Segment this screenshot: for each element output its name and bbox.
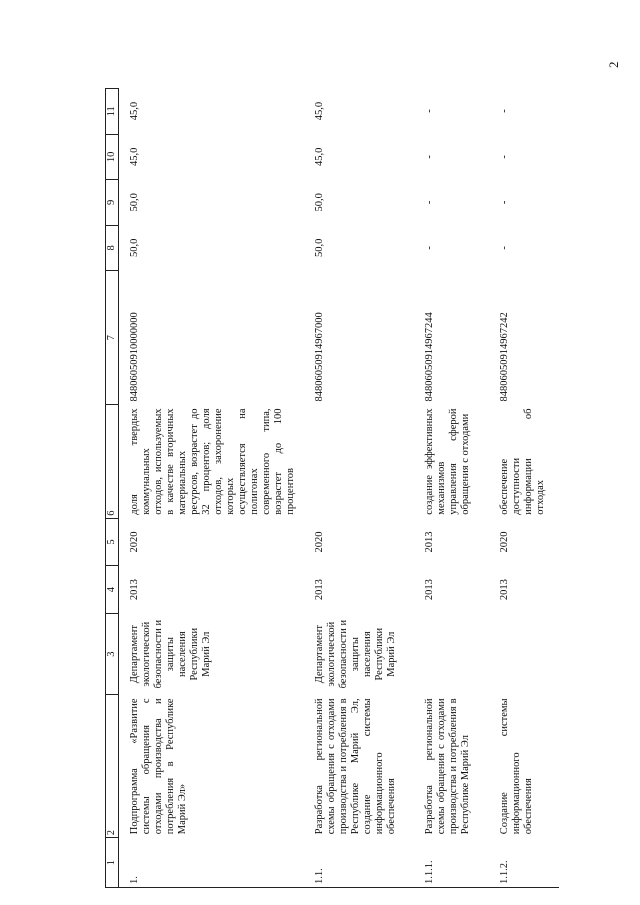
value-col-11: - — [498, 109, 510, 113]
rotated-page — [105, 88, 635, 888]
expected-result — [304, 405, 414, 518]
col-header-3: 3 — [106, 613, 119, 694]
start-year: 2013 — [129, 579, 140, 601]
measure-name: Создание системы информационного обеспечения — [498, 698, 534, 835]
start-year: 2013 — [423, 579, 435, 601]
executor — [489, 613, 559, 694]
table-row — [119, 89, 304, 888]
program-table — [105, 88, 559, 888]
budget-code: 84806050914967244 — [423, 312, 435, 402]
budget-code: 84806050914967000 — [313, 312, 325, 402]
value-col-9: - — [423, 200, 435, 205]
value-col-10: 45,0 — [313, 147, 325, 167]
table-row — [489, 89, 559, 888]
end-year: 2020 — [129, 531, 140, 553]
start-year: 2013 — [313, 579, 325, 601]
col-header-4: 4 — [106, 566, 119, 614]
row-number: 1. — [119, 838, 304, 888]
executor: Департамент экологической безопасности и защиты населения Республики Марий Эл — [313, 619, 397, 689]
executor — [414, 613, 489, 694]
col-header-11: 11 — [106, 89, 119, 135]
value-col-10: 45,0 — [129, 147, 140, 167]
expected-result: создание эффективных механизмов управления сферой обращения с отходами — [423, 408, 471, 515]
col-header-1: 1 — [106, 838, 119, 888]
expected-result: обеспечение доступности информации об отходах — [498, 408, 546, 515]
col-header-6: 6 — [106, 405, 119, 518]
row-number: 1.1.2. — [489, 838, 559, 888]
page-number: 2 — [606, 61, 621, 68]
value-col-9: 50,0 — [313, 193, 325, 212]
expected-result: доля твердых коммунальных отходов, используемых в качестве вторичных материальных ресурсов, возрастет до 32 процентов; доля отходов, захоронение которых осуществляется на полигонах современного типа, возрастет до 100 процентов — [129, 408, 296, 515]
header-row — [106, 89, 119, 888]
measure-name: Подпрограмма «Развитие системы обращения с отходами производства и потребления в Республике Марий Эл» — [129, 698, 188, 835]
table-row — [414, 89, 489, 888]
value-col-11: 45,0 — [313, 101, 325, 121]
value-col-9: 50,0 — [129, 193, 140, 212]
col-header-5: 5 — [106, 518, 119, 566]
start-year: 2013 — [498, 579, 510, 601]
budget-code: 84806050914967242 — [498, 312, 510, 402]
measure-name: Разработка региональной схемы обращения с отходами производства и потребления в Республике Марий Эл — [423, 698, 471, 835]
end-year: 2013 — [423, 531, 435, 553]
col-header-10: 10 — [106, 134, 119, 180]
end-year: 2020 — [313, 531, 325, 553]
col-header-2: 2 — [106, 695, 119, 838]
value-col-11: 45,0 — [129, 101, 140, 121]
col-header-9: 9 — [106, 180, 119, 226]
col-header-8: 8 — [106, 225, 119, 271]
value-col-10: - — [423, 155, 435, 159]
value-col-11: - — [423, 109, 435, 113]
col-header-7: 7 — [106, 271, 119, 405]
end-year: 2020 — [498, 531, 510, 553]
row-number: 1.1.1. — [414, 838, 489, 888]
value-col-9: - — [498, 200, 510, 205]
value-col-8: 50,0 — [129, 238, 140, 258]
value-col-8: - — [498, 246, 510, 250]
value-col-10: - — [498, 155, 510, 159]
budget-code: 84806050910000000 — [129, 312, 140, 402]
measure-name: Разработка региональной схемы обращения с отходами производства и потребления в Республике Марий Эл, создание системы информационного обеспечения — [313, 698, 397, 835]
value-col-8: 50,0 — [313, 238, 325, 258]
table-row — [304, 89, 414, 888]
executor: Департамент экологической безопасности и защиты населения Республики Марий Эл — [129, 619, 212, 689]
value-col-8: - — [423, 246, 435, 250]
row-number: 1.1. — [304, 838, 414, 888]
